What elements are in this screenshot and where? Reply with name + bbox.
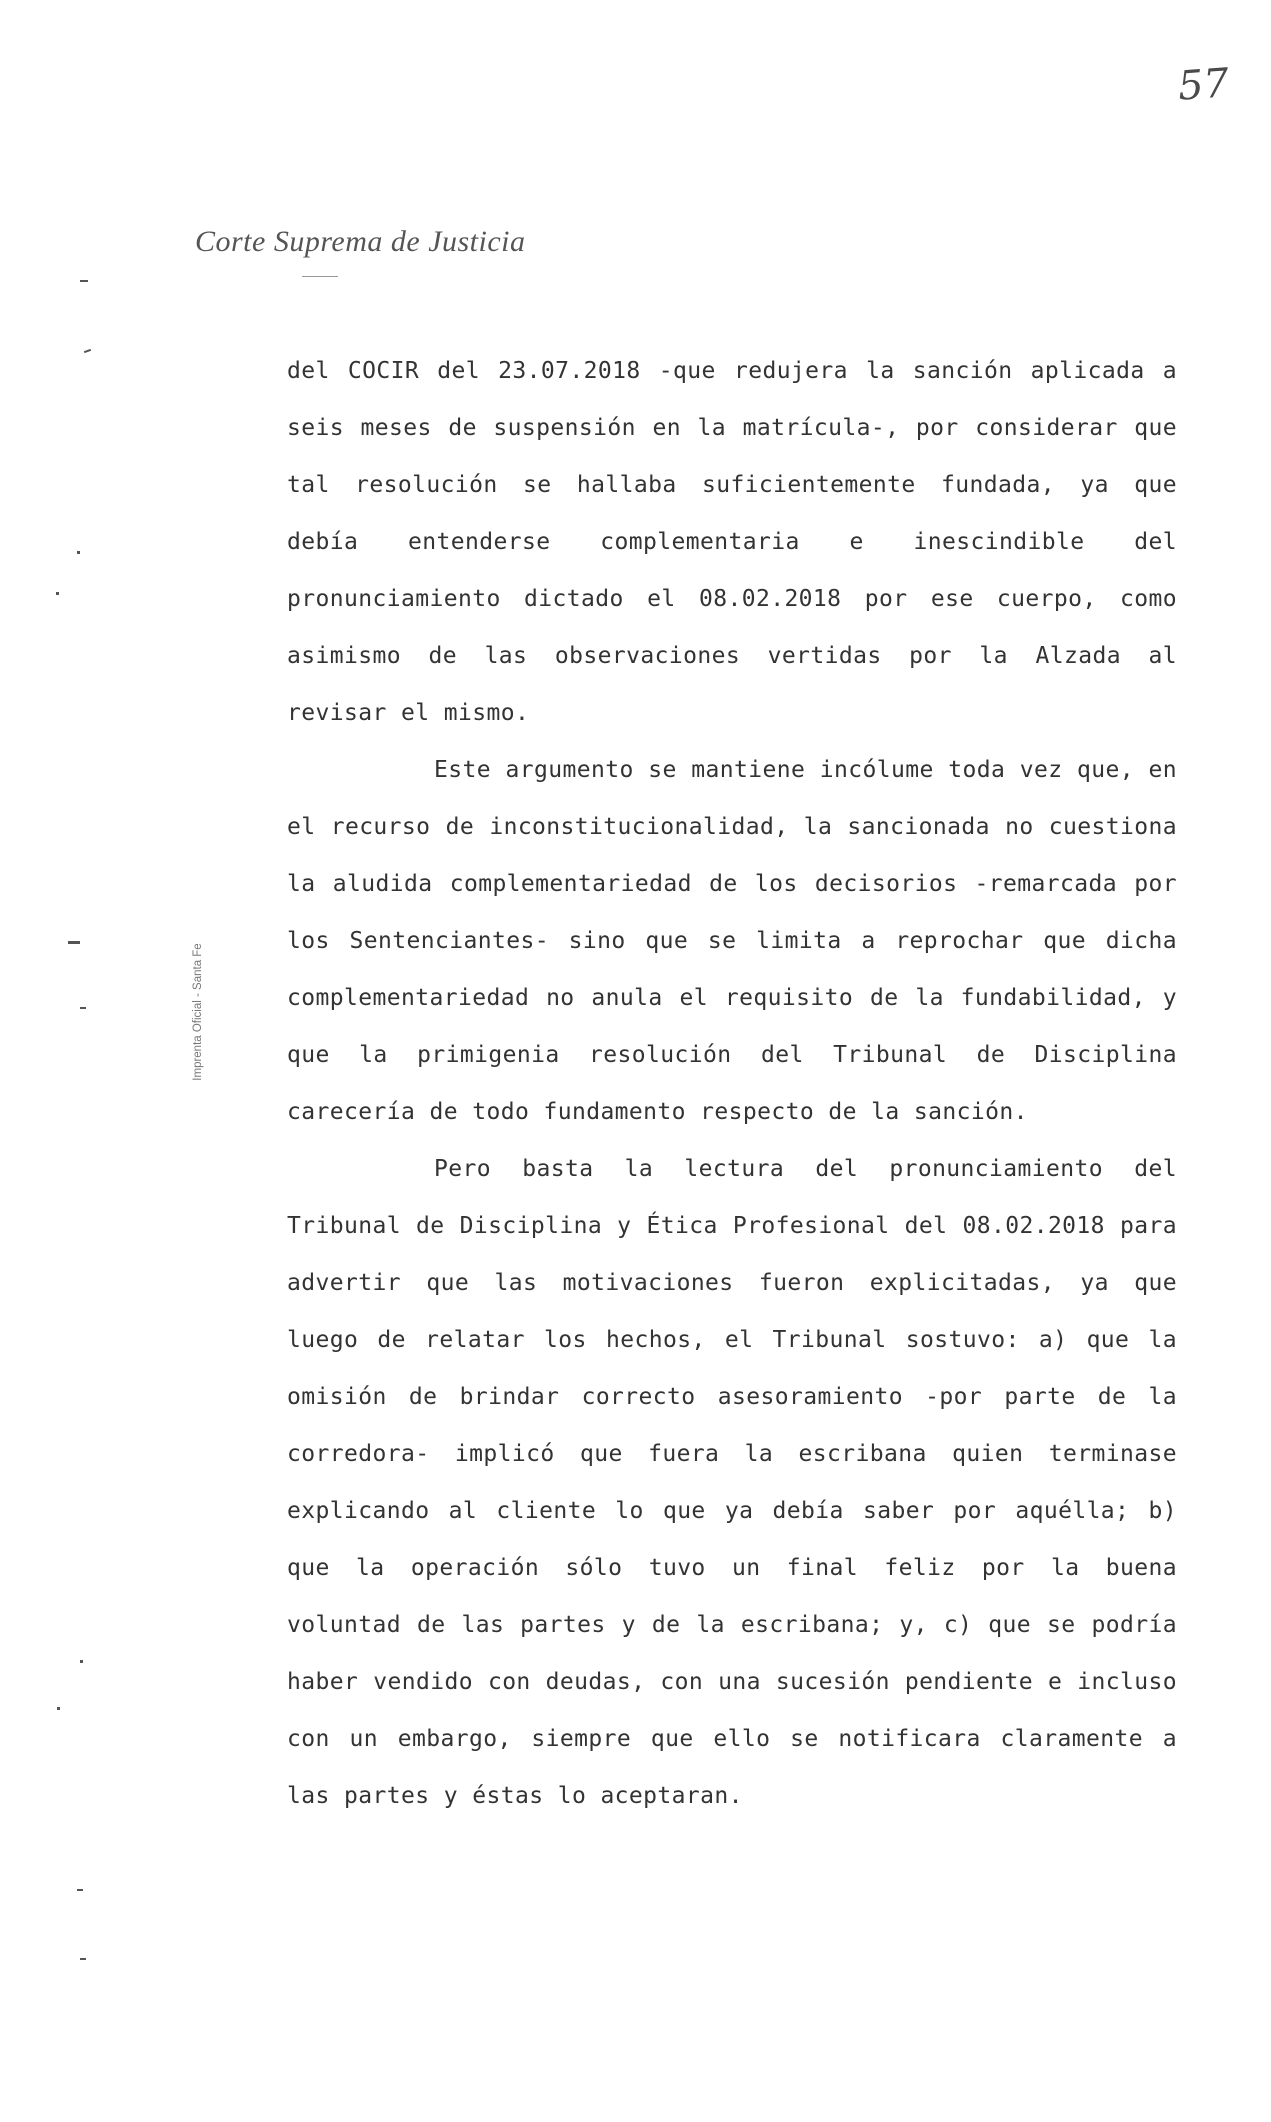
margin-mark <box>84 349 91 353</box>
body-paragraph: Pero basta la lectura del pronunciamiento del Tribunal de Disciplina y Ética Profesional del 08.02.2018 para advertir que las motivaciones fueron explicitadas, ya que luego de relatar los hechos, el Tribunal sostuvo: a) que la omisión de brindar correcto asesoramiento -por parte de la corredora- implicó que fuera la escribana quien terminase explicando al cliente lo que ya debía saber por aquélla; b) que la operación sólo tuvo un final feliz por la buena voluntad de las partes y de la escribana; y, c) que se podría haber vendido con deudas, con una sucesión pendiente e incluso con un embargo, siempre que ello se notificara claramente a las partes y éstas lo aceptaran. <box>287 1156 1177 1809</box>
body-text <box>287 343 1177 1825</box>
margin-mark <box>77 1889 83 1891</box>
margin-mark <box>80 1007 86 1009</box>
margin-mark <box>80 1660 83 1663</box>
margin-mark <box>68 941 80 944</box>
printer-imprint: Imprenta Oficial - Santa Fe <box>192 943 204 1081</box>
letterhead-underline <box>302 276 338 277</box>
body-paragraph: del COCIR del 23.07.2018 -que redujera la sanción aplicada a seis meses de suspensión en la matrícula-, por considerar que tal resolución se hallaba suficientemente fundada, ya que debía entenderse complementaria e inescindible del pronunciamiento dictado el 08.02.2018 por ese cuerpo, como asimismo de las observaciones vertidas por la Alzada al revisar el mismo. <box>287 358 1177 726</box>
margin-mark <box>80 1958 86 1960</box>
body-paragraph: Este argumento se mantiene incólume toda vez que, en el recurso de inconstitucionalidad, la sancionada no cuestiona la aludida complementariedad de los decisorios -remarcada por los Sentenciantes- sino que se limita a reprochar que dicha complementariedad no anula el requisito de la fundabilidad, y que la primigenia resolución del Tribunal de Disciplina carecería de todo fundamento respecto de la sanción. <box>287 757 1177 1125</box>
margin-mark <box>56 592 59 595</box>
margin-mark <box>57 1707 60 1710</box>
margin-mark <box>80 280 88 282</box>
margin-mark <box>77 551 80 554</box>
folio-number: 57 <box>1176 60 1231 110</box>
letterhead: Corte Suprema de Justicia <box>195 225 526 258</box>
